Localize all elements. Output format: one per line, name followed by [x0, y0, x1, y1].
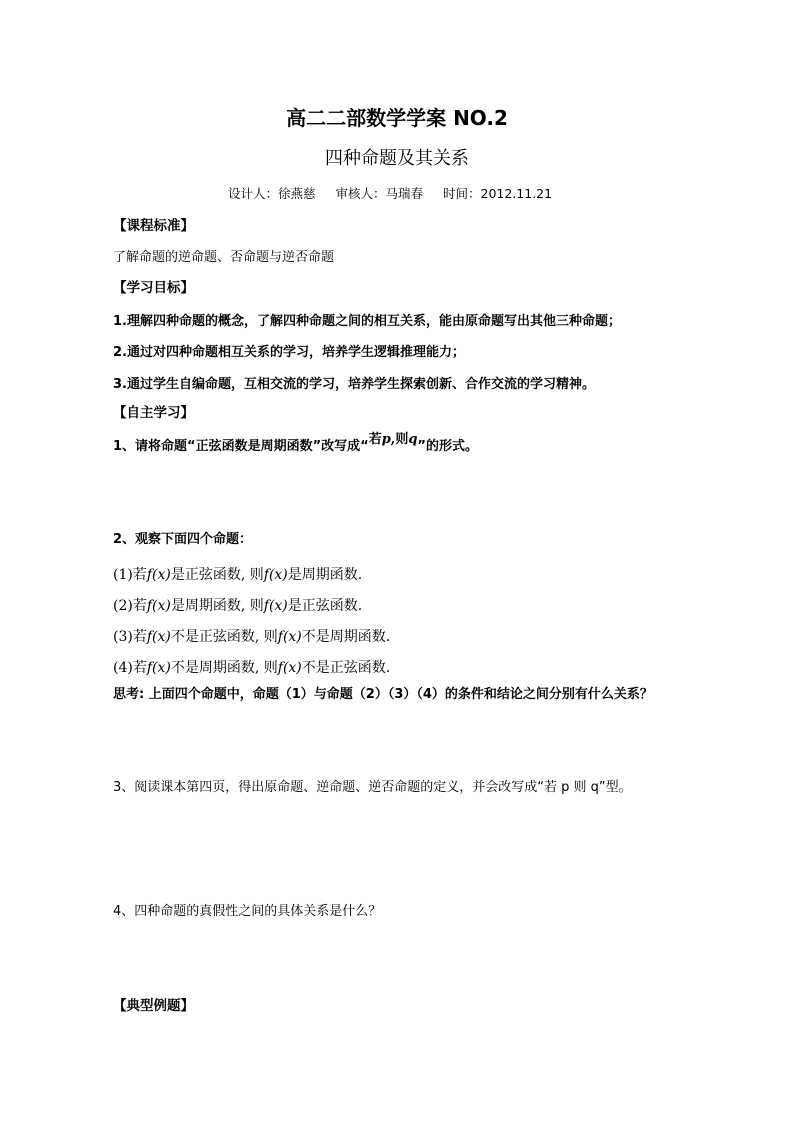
prop-fx: f(x) — [146, 660, 171, 676]
prop-part: 不是正弦函数. — [301, 660, 391, 676]
meta-line — [228, 188, 568, 201]
math-ruo: 若 — [368, 432, 382, 447]
examples-heading: 【典型例题】 — [113, 998, 194, 1014]
prop-part: 是周期函数. — [287, 567, 363, 583]
prop-part: 是正弦函数. — [287, 598, 363, 614]
proposition-3 — [113, 630, 390, 644]
prop-part: 若 — [132, 567, 147, 583]
prop-part: 不是周期函数. — [301, 629, 391, 645]
question-1-math — [369, 432, 418, 447]
prop-num: (1) — [113, 567, 133, 583]
proposition-1 — [113, 568, 362, 582]
math-q: q — [408, 432, 418, 447]
course-standard-text: 了解命题的逆命题、否命题与逆否命题 — [113, 250, 335, 265]
goal-item-3: 3.通过学生自编命题，互相交流的学习，培养学生探索创新、合作交流的学习精神。 — [113, 377, 595, 392]
reviewer-text: 审核人：马瑞春 — [335, 186, 424, 201]
self-study-heading: 【自主学习】 — [113, 405, 194, 421]
prop-part: 若 — [132, 598, 147, 614]
prop-part: 不是正弦函数, 则 — [170, 629, 278, 645]
prop-part: 若 — [132, 629, 147, 645]
prop-num: (4) — [113, 660, 133, 676]
prop-part: 是周期函数, 则 — [170, 598, 264, 614]
prop-num: (3) — [113, 629, 133, 645]
time-text: 时间：2012.11.21 — [443, 186, 553, 201]
prop-part: 是正弦函数, 则 — [170, 567, 264, 583]
goal-item-1: 1.理解四种命题的概念，了解四种命题之间的相互关系，能由原命题写出其他三种命题； — [113, 314, 621, 329]
question-1-prefix: 1、请将命题“正弦函数是周期函数”改写成“ — [113, 439, 369, 454]
goal-item-2: 2.通过对四种命题相互关系的学习，培养学生逻辑推理能力； — [113, 345, 465, 360]
designer-text: 设计人：徐燕慈 — [228, 186, 316, 201]
prop-fx: f(x) — [263, 598, 288, 614]
question-1 — [113, 432, 478, 454]
question-3: 3、阅读课本第四页，得出原命题、逆命题、逆否命题的定义，并会改写成“若 p 则 q”型。 — [113, 780, 632, 795]
prop-fx: f(x) — [277, 629, 302, 645]
prop-part: 不是周期函数, 则 — [170, 660, 278, 676]
question-2: 2、观察下面四个命题： — [113, 532, 253, 547]
math-ze: ,则 — [390, 432, 409, 447]
prop-fx: f(x) — [146, 598, 171, 614]
prop-part: 若 — [132, 660, 147, 676]
page-title: 高二二部数学学案 NO.2 — [286, 106, 508, 130]
proposition-4 — [113, 661, 390, 675]
math-p: p — [381, 432, 391, 447]
page-subtitle: 四种命题及其关系 — [325, 148, 469, 169]
proposition-2 — [113, 599, 362, 613]
prop-fx: f(x) — [146, 567, 171, 583]
think-question: 思考: 上面四个命题中，命题（1）与命题（2）（3）（4）的条件和结论之间分别有什么关系？ — [113, 687, 653, 702]
goals-heading: 【学习目标】 — [113, 280, 194, 296]
course-standard-heading: 【课程标准】 — [113, 218, 194, 234]
question-4: 4、四种命题的真假性之间的具体关系是什么？ — [113, 904, 382, 919]
prop-fx: f(x) — [263, 567, 288, 583]
prop-fx: f(x) — [146, 629, 171, 645]
prop-fx: f(x) — [277, 660, 302, 676]
question-1-suffix: ”的形式。 — [417, 439, 478, 454]
prop-num: (2) — [113, 598, 133, 614]
